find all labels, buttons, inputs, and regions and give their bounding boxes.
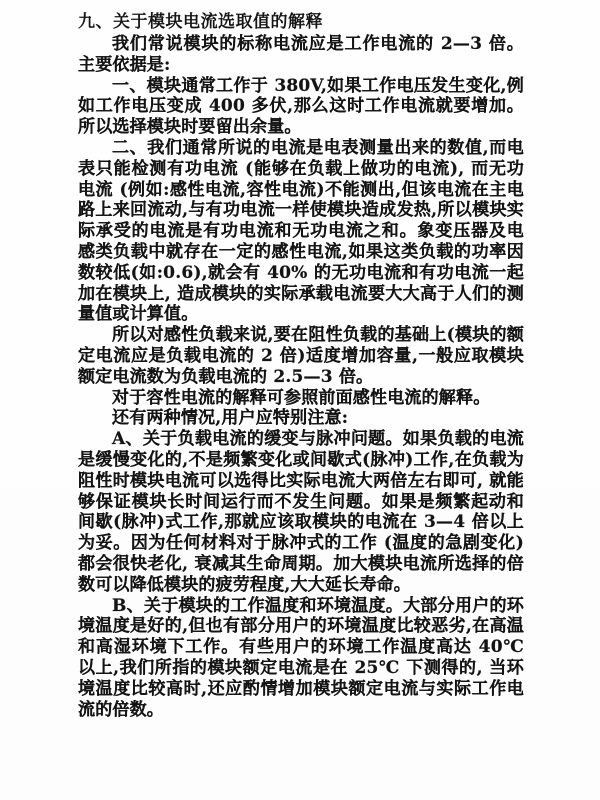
paragraph-case-b-temperature: B、关于模块的工作温度和环境温度。大部分用户的环境温度是好的,但也有部分用户的环境温度比较恶劣,在高温和高湿环境下工作。有些用户的环境工作温度高达 40℃ 以上,我们所指的模块额定电流是在 25℃ 下测得的, 当环境温度比较高时,还应酌情增加模块额定电流与实际工作电流的倍数。 (78, 595, 524, 720)
paragraph-capacitive-note: 对于容性电流的解释可参照前面感性电流的解释。 (112, 387, 491, 408)
document-text-block (78, 12, 524, 720)
page-title: 九、关于模块电流选取值的解释 (78, 12, 323, 32)
paragraph-point-1: 一、模块通常工作于 380V,如果工作电压发生变化,例如工作电压变成 400 多伏,那么这时工作电流就要增加。所以选择模块时要留出余量。 (78, 75, 524, 138)
paragraph-two-cases-note: 还有两种情况,用户应特别注意: (112, 408, 349, 429)
paragraph-case-a-pulse: A、关于负载电流的缓变与脉冲问题。如果负载的电流是缓慢变化的,不是频繁变化或间歇式(脉冲)工作,在负载为阻性时模块电流可以选得比实际电流大两倍左右即可, 就能够保证模块长时间运行而不发生问题。如果是频繁起动和间歇(脉冲)式工作,那就应该取模块的电流在 3—4 倍以上为妥。因为任何材料对于脉冲式的工作 (温度的急剧变化) 都会很快老化, 衰减其生命周期。加大模块电流所选择的倍数可以降低模块的疲劳程度,大大延长寿命。 (78, 429, 524, 595)
paragraph-inductive-load: 所以对感性负载来说,要在阻性负载的基础上(模块的额定电流应是负载电流的 2 倍)适度增加容量,一般应取模块额定电流数为负载电流的 2.5—3 倍。 (78, 325, 524, 387)
paragraph-intro: 我们常说模块的标称电流应是工作电流的 2—3 倍。主要依据是: (78, 34, 524, 75)
paragraph-point-2: 二、我们通常所说的电流是电表测量出来的数值,而电表只能检测有功电流 (能够在负载上做功的电流), 而无功电流 (例如:感性电流,容性电流)不能测出,但该电流在主电路上来回流动,与有功电流一样使模块造成发热,所以模块实际承受的电流是有功电流和无功电流之和。象变压器及电感类负载中就存在一定的感性电流,如果这类负载的功率因数较低(如:0.6),就会有 40% 的无功电流和有功电流一起加在模块上, 造成模块的实际承载电流要大大高于人们的测量值或计算值。 (78, 137, 524, 325)
